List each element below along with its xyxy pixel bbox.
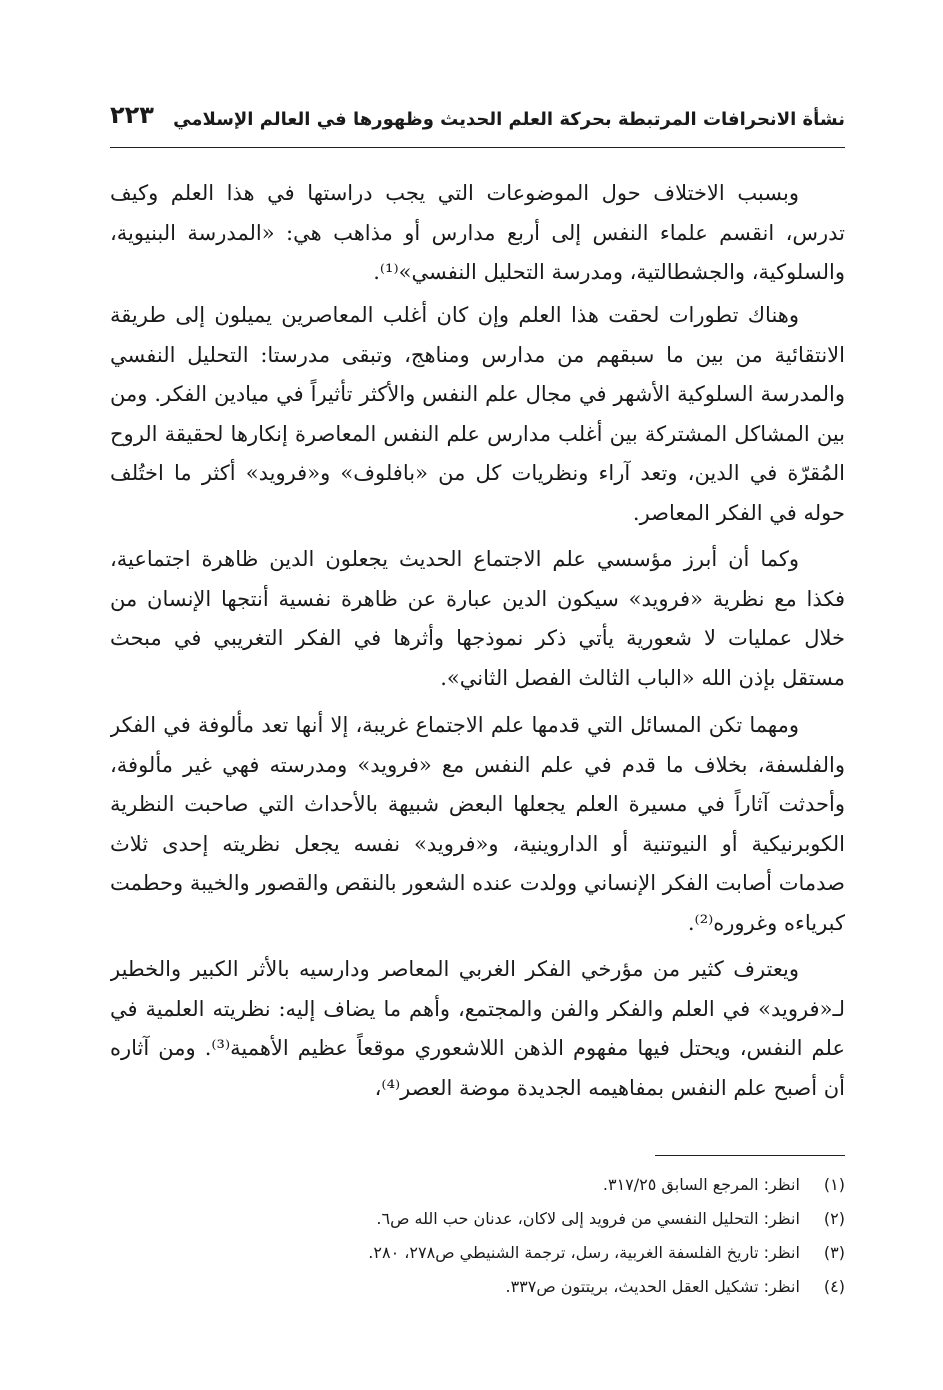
footnote-item <box>110 1168 845 1202</box>
footnote-item <box>110 1202 845 1236</box>
footnote-text: انظر: التحليل النفسي من فرويد إلى لاكان، عدنان حب الله ص٦. <box>376 1209 800 1228</box>
footnote-text: انظر: تشكيل العقل الحديث، بريتتون ص٣٣٧. <box>505 1277 800 1296</box>
body-text <box>110 174 845 1108</box>
paragraph: وهناك تطورات لحقت هذا العلم وإن كان أغلب المعاصرين يميلون إلى طريقة الانتقائية من بين ما سبقهم من مدارس ومناهج، وتبقى مدرستا: التحليل النفسي والمدرسة السلوكية الأشهر في مجال علم النفس والأكثر تأثيراً في ميادين الفكر. ومن بين المشاكل المشتركة بين أغلب مدارس علم النفس المعاصرة إنكارها لحقيقة الروح المُقرّة في الدين، وتعد آراء ونظريات كل من «بافلوف» و«فرويد» أكثر ما اختُلف حوله في الفكر المعاصر. <box>110 303 845 525</box>
footnotes-list <box>110 1168 845 1304</box>
running-title: نشأة الانحرافات المرتبطة بحركة العلم الحديث وظهورها في العالم الإسلامي <box>173 109 845 130</box>
running-header <box>110 95 845 148</box>
footnote-number: (٤) <box>823 1277 845 1296</box>
page-number: ٢٢٣ <box>110 101 154 129</box>
paragraph: وبسبب الاختلاف حول الموضوعات التي يجب دراستها في هذا العلم وكيف تدرس، انقسم علماء النفس إلى أربع مدارس أو مذاهب هي: «المدرسة البنيوية، والسلوكية، والجشطالتية، ومدرسة التحليل النفسي»⁽¹⁾. <box>110 181 845 284</box>
footnote-number: (٣) <box>823 1243 845 1262</box>
paragraph: ويعترف كثير من مؤرخي الفكر الغربي المعاصر ودارسيه بالأثر الكبير والخطير لـ«فرويد» في العلم والفكر والفن والمجتمع، وأهم ما يضاف إليه: نظريته العلمية في علم النفس، ويحتل فيها مفهوم الذهن اللاشعوري موقعاً عظيم الأهمية⁽³⁾. ومن آثاره أن أصبح علم النفس بمفاهيمه الجديدة موضة العصر⁽⁴⁾، <box>110 957 845 1100</box>
paragraph: ومهما تكن المسائل التي قدمها علم الاجتماع غريبة، إلا أنها تعد مألوفة في الفكر والفلسفة، بخلاف ما قدم في علم النفس مع «فرويد» ومدرسته فهي غير مألوفة، وأحدثت آثاراً في مسيرة العلم يجعلها البعض شبيهة بالأحداث التي صاحبت النظرية الكوبرنيكية أو النيوتنية أو الداروينية، و«فرويد» نفسه يجعل نظريته إحدى ثلاث صدمات أصابت الفكر الإنساني وولدت عنده الشعور بالنقص والقصور والخيبة وحطمت كبرياءه وغروره⁽²⁾. <box>110 713 845 935</box>
footnote-item <box>110 1236 845 1270</box>
footnote-number: (٢) <box>823 1209 845 1228</box>
book-page <box>110 95 845 1335</box>
footnote-divider <box>655 1155 845 1156</box>
footnote-text: انظر: المرجع السابق ٣١٧/٢٥. <box>602 1175 800 1194</box>
footnote-text: انظر: تاريخ الفلسفة الغربية، رسل، ترجمة الشنيطي ص٢٧٨، ٢٨٠. <box>368 1243 800 1262</box>
paragraph: وكما أن أبرز مؤسسي علم الاجتماع الحديث يجعلون الدين ظاهرة اجتماعية، فكذا مع نظرية «فرويد» سيكون الدين عبارة عن ظاهرة نفسية أنتجها الإنسان من خلال عمليات لا شعورية يأتي ذكر نموذجها وأثرها في الفكر التغريبي في مبحث مستقل بإذن الله «الباب الثالث الفصل الثاني». <box>110 547 845 690</box>
footnote-number: (١) <box>823 1175 845 1194</box>
footnote-item <box>110 1270 845 1304</box>
